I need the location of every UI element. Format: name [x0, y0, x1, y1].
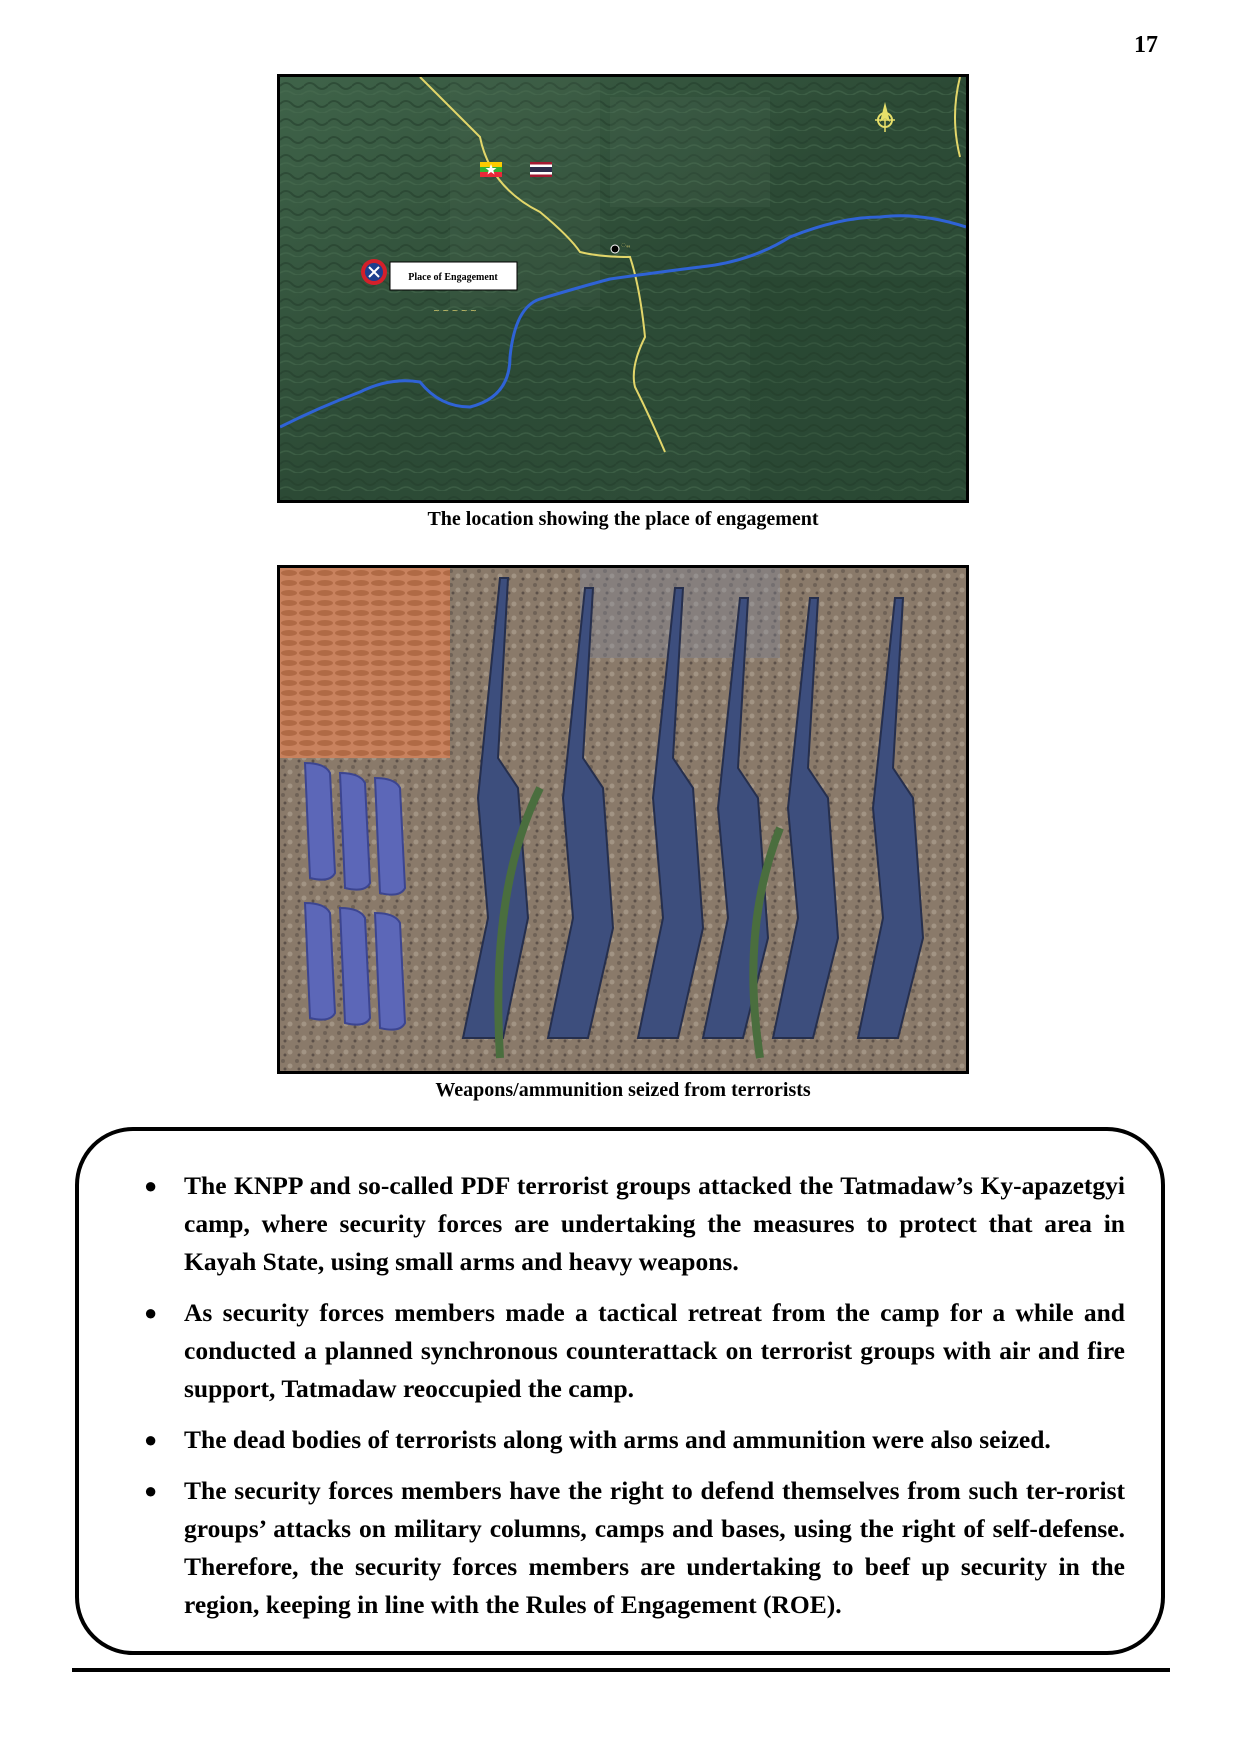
myanmar-flag-icon [480, 162, 502, 177]
svg-text:ꩻꩻ: ꩻꩻ [621, 240, 630, 249]
page-number: 17 [1134, 32, 1158, 58]
bullet-list [115, 1167, 1125, 1624]
svg-text:~ ~ ~ ~ ~: ~ ~ ~ ~ ~ [433, 306, 477, 315]
summary-box [75, 1127, 1165, 1655]
list-item: ● The KNPP and so-called PDF terrorist groups attacked the Tatmadaw’s Ky-apazetgyi camp, where security forces are undertaking the measures to protect that area in Kayah State, using small arms and heavy weapons. [115, 1167, 1125, 1281]
bullet-icon: ● [144, 1478, 158, 1503]
list-item: ● The security forces members have the right to defend themselves from such ter-rorist groups’ attacks on military columns, camps and bases, using the right of self-defense. Therefore, the security forces members are undertaking to beef up security in the region, keeping in line with the Rules of Engagement (ROE). [115, 1472, 1125, 1624]
thailand-flag-icon [530, 162, 552, 177]
list-item: ● As security forces members made a tactical retreat from the camp for a while and conducted a planned synchronous counterattack on terrorist groups with air and fire support, Tatmadaw reoccupied the camp. [115, 1294, 1125, 1408]
ammunition-pile [280, 568, 450, 758]
engagement-marker-icon [361, 259, 387, 285]
map-caption: The location showing the place of engagement [427, 508, 819, 530]
weapons-photo [280, 568, 966, 1071]
weapons-caption: Weapons/ammunition seized from terrorists [435, 1079, 811, 1101]
bottom-rule [72, 1668, 1170, 1672]
satellite-map [280, 77, 966, 500]
bullet-icon: ● [144, 1173, 158, 1198]
weapons-image [277, 565, 969, 1074]
bullet-icon: ● [144, 1427, 158, 1452]
bullet-icon: ● [144, 1300, 158, 1325]
list-item: ● The dead bodies of terrorists along with arms and ammunition were also seized. [115, 1421, 1125, 1459]
engagement-label: Place of Engagement [408, 272, 498, 283]
map-image [277, 74, 969, 503]
